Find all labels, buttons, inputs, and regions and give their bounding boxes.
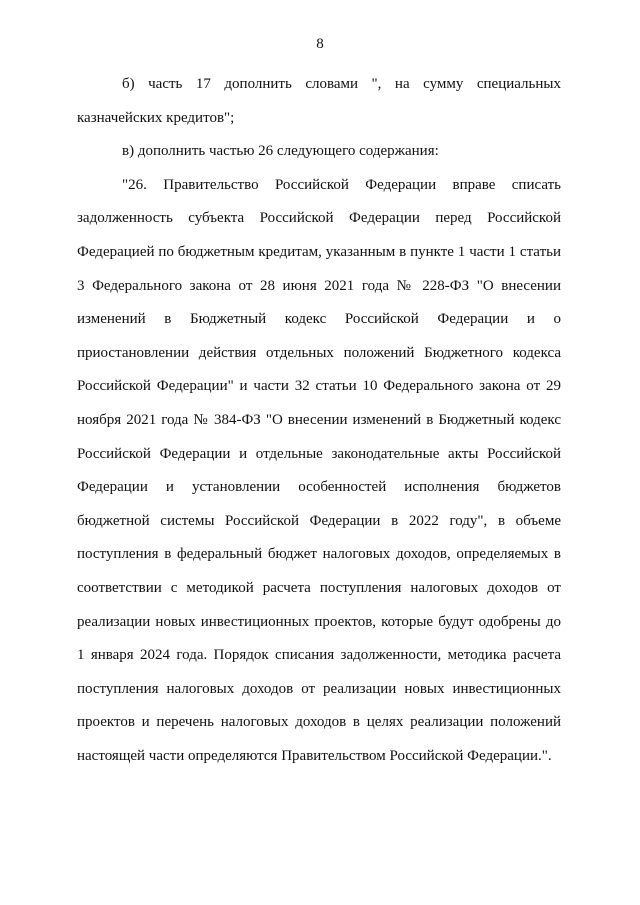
paragraph-part-26: "26. Правительство Российской Федерации вправе списать задолженность субъекта Российской Федерации перед Российской Федерацией по бюджетным кредитам, указанным в пункте 1 части 1 статьи 3 Федерального закона от 28 июня 2021 года № 228-ФЗ "О внесении изменений в Бюджетный кодекс Российской Федерации и о приостановлении действия отдельных положений Бюджетного кодекса Российской Федерации" и части 32 статьи 10 Федерального закона от 29 ноября 2021 года № 384-ФЗ "О внесении изменений в Бюджетный кодекс Российской Федерации и отдельные законодательные акты Российской Федерации и установлении особенностей исполнения бюджетов бюджетной системы Российской Федерации в 2022 году", в объеме поступления в федеральный бюджет налоговых доходов, определяемых в соответствии с методикой расчета поступления налоговых доходов от реализации новых инвестиционных проектов, которые будут одобрены до 1 января 2024 года. Порядок списания задолженности, методика расчета поступления налоговых доходов от реализации новых инвестиционных проектов и перечень налоговых доходов в целях реализации положений настоящей части определяются Правительством Российской Федерации.". <box>77 176 561 764</box>
page-number: 8 <box>316 36 324 52</box>
document-body <box>77 68 561 773</box>
paragraph-item-v: в) дополнить частью 26 следующего содержания: <box>122 143 439 160</box>
paragraph-item-b: б) часть 17 дополнить словами ", на сумму специальных казначейских кредитов"; <box>77 76 561 126</box>
